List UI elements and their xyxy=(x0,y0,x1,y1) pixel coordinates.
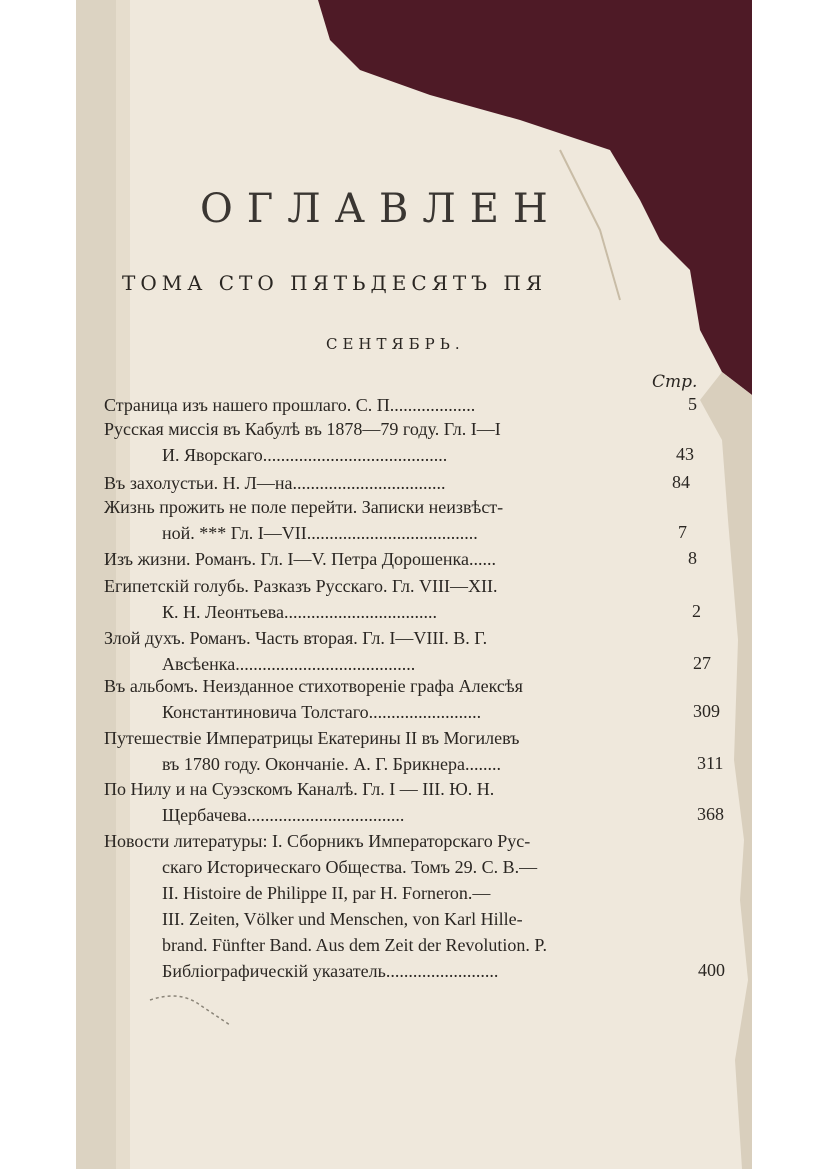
toc-entry-line: Русская миссія въ Кабулѣ въ 1878—79 году. Гл. I—I xyxy=(104,419,501,439)
toc-entry xyxy=(104,573,684,625)
page-column-label: Стр. xyxy=(652,372,698,392)
toc-entry-line: И. Яворскаго......................................... xyxy=(162,445,448,465)
toc-entry xyxy=(104,828,684,984)
toc-entry xyxy=(104,494,684,546)
toc-entry-line: Въ альбомъ. Неизданное стихотвореніе графа Алексѣя xyxy=(104,676,523,696)
toc-page-number: 5 xyxy=(688,394,697,414)
toc-page-number: 309 xyxy=(693,701,720,721)
toc-entry-line: Египетскій голубь. Разказъ Русскаго. Гл. VIII—XII. xyxy=(104,576,498,596)
toc-entry-line: Страница изъ нашего прошлаго. С. П................... xyxy=(104,395,476,415)
toc-entry-line: Авсѣенка........................................ xyxy=(162,654,416,674)
toc-page-number: 84 xyxy=(672,472,690,492)
toc-entry xyxy=(104,392,684,418)
toc-entry-line: Жизнь прожить не поле перейти. Записки неизвѣст- xyxy=(104,497,504,517)
volume-subtitle: ТОМА СТО ПЯТЬДЕСЯТЪ ПЯ xyxy=(122,271,548,295)
toc-entry-line: К. Н. Леонтьева.................................. xyxy=(162,602,438,622)
toc-entry-line: Изъ жизни. Романъ. Гл. I—V. Петра Дорошенка...... xyxy=(104,549,496,569)
toc-entry-line: въ 1780 году. Окончаніе. А. Г. Брикнера........ xyxy=(162,754,501,774)
toc-entry-line: скаго Историческаго Общества. Томъ 29. С. В.— xyxy=(162,857,538,877)
toc-page-number: 43 xyxy=(676,444,694,464)
toc-entry xyxy=(104,673,684,725)
toc-entry-line: ной. *** Гл. I—VII...................................... xyxy=(162,523,478,543)
page-title: ОГЛАВЛЕН xyxy=(200,186,562,232)
toc-page-number: 400 xyxy=(698,960,725,980)
toc-entry xyxy=(104,625,684,677)
month-heading: СЕНТЯБРЬ. xyxy=(326,335,465,353)
toc-entry-line: Константиновича Толстаго......................... xyxy=(162,702,482,722)
toc-entry xyxy=(104,546,684,572)
toc-entry xyxy=(104,416,684,468)
toc-entry-line: По Нилу и на Суэзскомъ Каналѣ. Гл. I — III. Ю. Н. xyxy=(104,779,495,799)
toc-entry xyxy=(104,776,684,828)
toc-entry-line: brand. Fünfter Band. Aus dem Zeit der Revolution. P. xyxy=(162,935,547,955)
toc-page-number: 7 xyxy=(678,522,687,542)
toc-entry-line: Злой духъ. Романъ. Часть вторая. Гл. I—VIII. В. Г. xyxy=(104,628,488,648)
toc-entry-line: Щербачева................................... xyxy=(162,805,405,825)
toc-entry xyxy=(104,725,684,777)
toc-page-number: 8 xyxy=(688,548,697,568)
toc-entry-line: II. Histoire de Philippe II, par H. Forneron.— xyxy=(162,883,491,903)
toc-page-number: 2 xyxy=(692,601,701,621)
toc-entry-line: Въ захолустьи. Н. Л—на.................................. xyxy=(104,473,446,493)
toc-entry-line: III. Zeiten, Völker und Menschen, von Karl Hille- xyxy=(162,909,523,929)
toc-page-number: 368 xyxy=(697,804,724,824)
toc-entry-line: Путешествіе Императрицы Екатерины II въ Могилевъ xyxy=(104,728,520,748)
toc-page-number: 311 xyxy=(697,753,724,773)
toc-entry-line: Новости литературы: I. Сборникъ Императорскаго Рус- xyxy=(104,831,531,851)
toc-entry xyxy=(104,470,684,496)
toc-entry-line: Библіографическій указатель......................... xyxy=(162,961,499,981)
toc-page-number: 27 xyxy=(693,653,711,673)
